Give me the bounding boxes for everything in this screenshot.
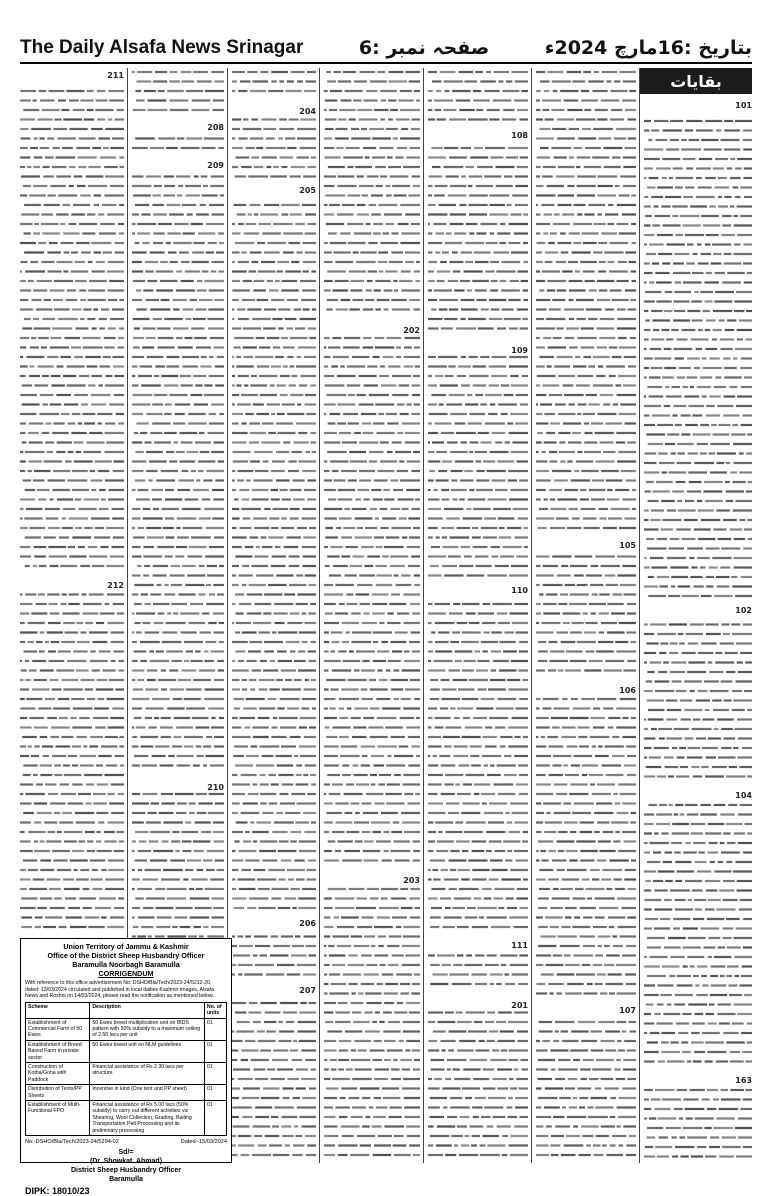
column-5	[232, 68, 316, 1163]
table-header: Description	[90, 1002, 205, 1018]
article-number: 109	[511, 346, 528, 355]
article-number: 202	[403, 326, 420, 335]
table-cell: 50 Ewes breed multiplication unit on IBDS pattern with 50% subsidy to a maximum ceiling of 2.50 lacs per unit	[90, 1018, 205, 1040]
issue-date: بتاریخ :16مارچ 2024ء	[544, 37, 752, 59]
corrigendum-notice	[20, 938, 232, 1196]
table-cell: Financial assistance of Rs 2.30 lacs per structure	[90, 1063, 205, 1085]
notice-intro: With reference to this office advertisement No: DSHO/Bla/Tech/2023-24/5212-20, dated: 13/03/2024 circulated and published in local dailies Kashmir Images, Alsafa News and Roshni on 14/03/2024, please read the notification as mentioned below.	[25, 980, 214, 1000]
table-cell: Establishment of Commercial Farm of 50 Ewes	[26, 1018, 90, 1040]
table-cell: 01	[204, 1040, 226, 1062]
table-cell: 01	[204, 1085, 226, 1101]
column-rule	[319, 68, 320, 1163]
column-rule	[531, 68, 532, 1163]
paper-name: The Daily Alsafa News Srinagar	[20, 37, 304, 58]
table-cell: 01	[204, 1101, 226, 1136]
table-cell: Incentive in kind (One tent and PP sheet)	[90, 1085, 205, 1101]
page-number: صفحہ نمبر :6	[358, 37, 490, 59]
article-number: 111	[511, 941, 528, 950]
column-7	[20, 68, 124, 933]
ref-date: Dated:-15/03/2024	[180, 1139, 227, 1146]
article-number: 206	[299, 919, 316, 928]
officer-name: (Dr. Showkat. Ahmad)	[89, 1158, 163, 1166]
signature-block	[25, 1148, 227, 1184]
notice-table-body	[26, 1018, 227, 1136]
column-1	[644, 98, 752, 1163]
table-cell: 50 Ewes breed unit on NLM guidelines	[90, 1040, 205, 1062]
article-number: 107	[619, 1006, 636, 1015]
table-header: Scheme	[26, 1002, 90, 1018]
article-number: 208	[207, 123, 224, 132]
officer-title: District Sheep Husbandry Officer	[70, 1167, 182, 1175]
column-rule	[423, 68, 424, 1163]
article-number: 201	[511, 1001, 528, 1010]
article-number: 210	[207, 783, 224, 792]
table-cell: 01	[204, 1063, 226, 1085]
newspaper-page-body	[20, 68, 752, 1196]
table-cell: Distribution of Tents/PP Sheets	[26, 1085, 90, 1101]
article-number: 209	[207, 161, 224, 170]
notice-line-1: Union Territory of Jammu & Kashmir	[63, 942, 189, 951]
column-rule	[639, 68, 640, 1163]
text-lines-graphic	[20, 68, 124, 933]
table-cell: Financial assistance of Rs 5.00 lacs (50% subsidy) to carry out different activities viz Shearing, Wool Collection, Grading, Bailing Transportation Pelt Processing and its preliminary processing	[90, 1101, 205, 1136]
column-2	[536, 68, 636, 1163]
table-header: No. of units	[204, 1002, 226, 1018]
text-lines-graphic	[232, 68, 316, 1163]
article-number: 212	[107, 581, 124, 590]
officer-place: Baramulla	[109, 1176, 143, 1184]
table-row	[26, 1063, 227, 1085]
masthead	[20, 34, 752, 64]
article-number: 106	[619, 686, 636, 695]
article-number: 102	[735, 606, 752, 615]
notice-line-2: Office of the District Sheep Husbandry Officer	[47, 951, 205, 960]
table-cell: Establishment of Multi-Functional FPO	[26, 1101, 90, 1136]
column-3	[428, 68, 528, 1163]
ref-number: No:-DSHO/Bla/Tech/2023-24/5294-02	[25, 1139, 119, 1146]
article-number: 101	[735, 101, 752, 110]
text-lines-graphic	[324, 68, 420, 1163]
table-cell: 01	[204, 1018, 226, 1040]
article-number: 211	[107, 71, 124, 80]
table-row	[26, 1018, 227, 1040]
text-lines-graphic	[644, 98, 752, 1163]
sd-mark: Sd/=	[118, 1149, 134, 1157]
notice-refs	[25, 1139, 227, 1145]
article-number: 104	[735, 791, 752, 800]
text-lines-graphic	[536, 68, 636, 1163]
article-number: 207	[299, 986, 316, 995]
article-number: 205	[299, 186, 316, 195]
notice-line-3: Baramulla Noorbagh Baramulla	[72, 960, 180, 969]
article-number: 105	[619, 541, 636, 550]
article-number: 204	[299, 107, 316, 116]
article-number: 110	[511, 586, 528, 595]
column-4	[324, 68, 420, 1163]
dipk-number: DIPK: 18010/23	[25, 1186, 90, 1196]
article-number: 108	[511, 131, 528, 140]
table-row	[26, 1101, 227, 1136]
text-lines-graphic	[428, 68, 528, 1163]
notice-line-4: CORRIGENDUM	[98, 969, 154, 978]
table-cell: Establishment of Breed Based Farm in private sector	[26, 1040, 90, 1062]
table-row	[26, 1040, 227, 1062]
table-cell: Construction of Kotha/Goha with Paddock	[26, 1063, 90, 1085]
notice-table	[25, 1002, 227, 1136]
article-number: 163	[735, 1076, 752, 1085]
article-number: 203	[403, 876, 420, 885]
table-row	[26, 1085, 227, 1101]
section-title: بقایات	[640, 68, 752, 94]
